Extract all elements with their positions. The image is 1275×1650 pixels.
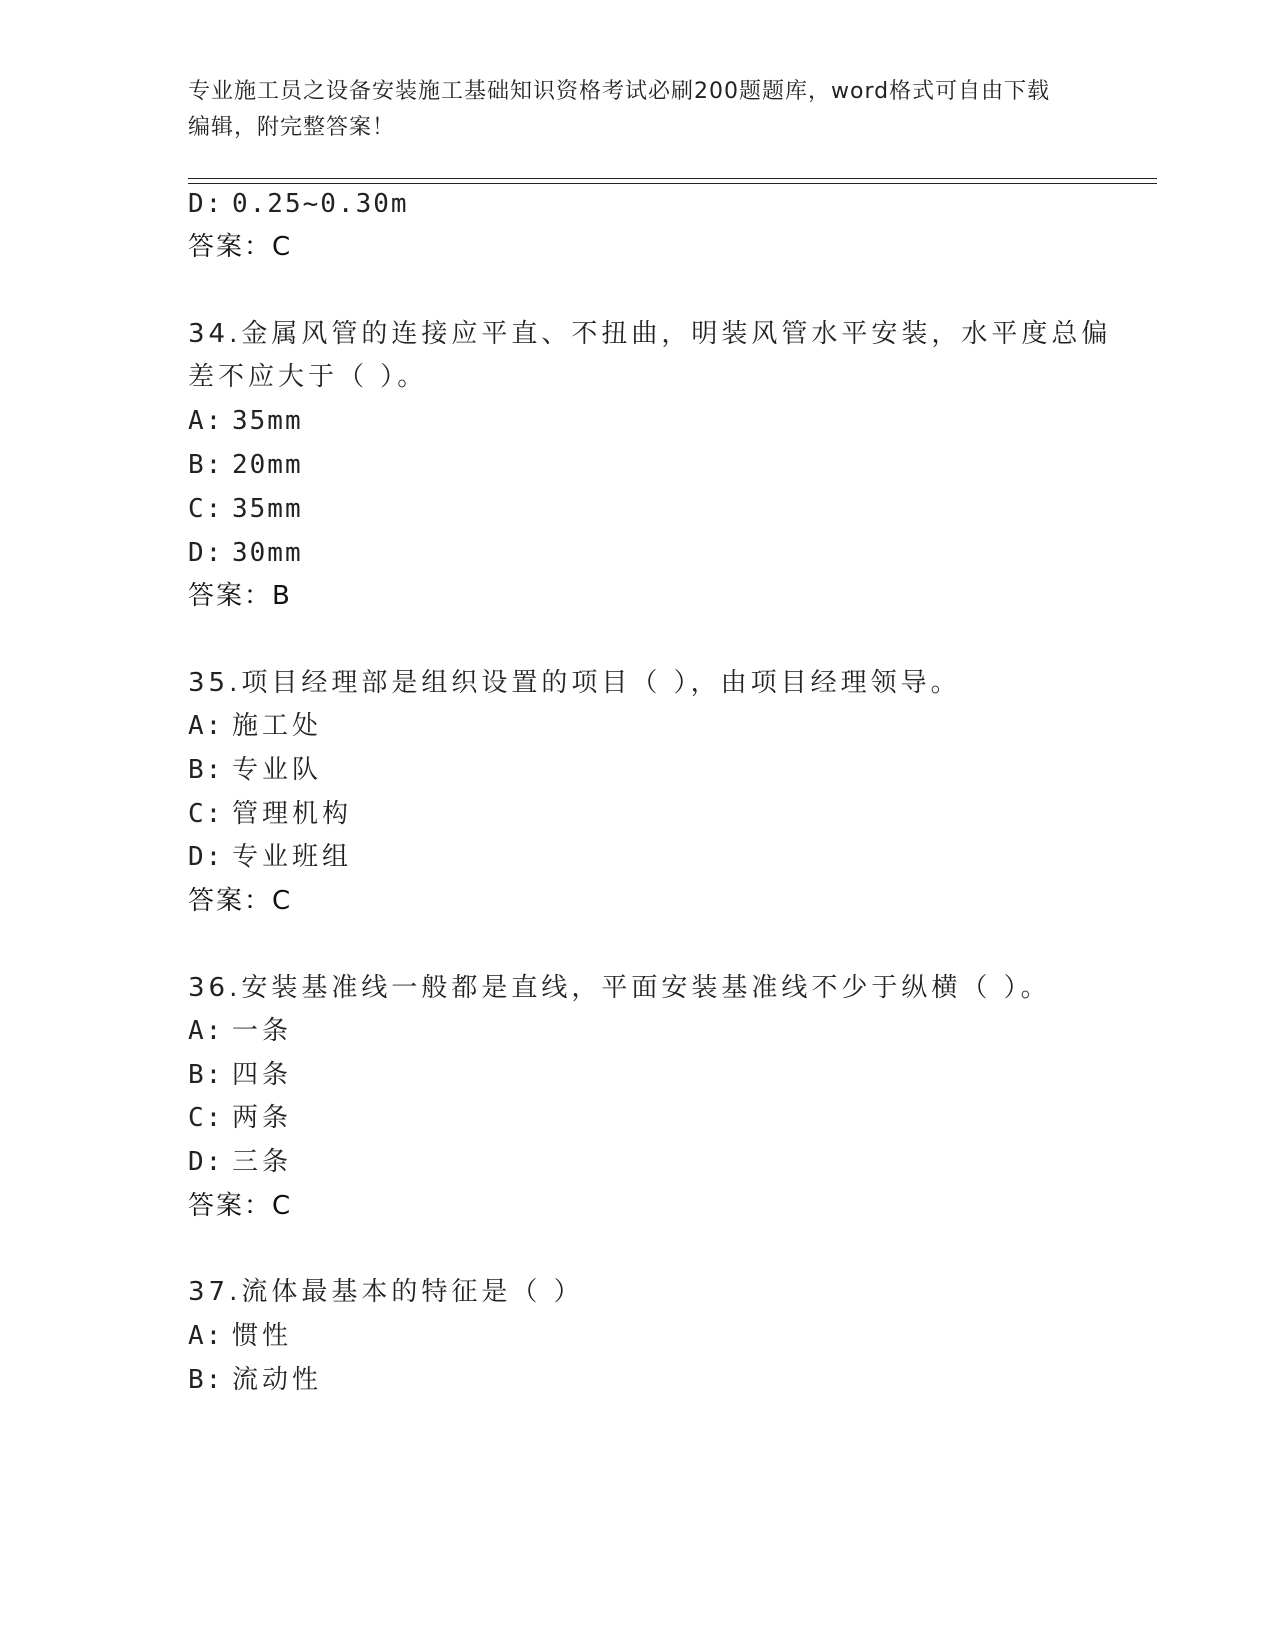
- option-text: 两条: [232, 1103, 293, 1133]
- option-label: A:: [188, 711, 224, 741]
- option-label: B:: [188, 755, 224, 785]
- q35-option-a: [188, 710, 322, 742]
- q35-answer: 答案：C: [188, 886, 293, 916]
- option-label: B:: [188, 1365, 224, 1395]
- option-text: 惯性: [232, 1321, 293, 1351]
- q34-stem-line2: 差不应大于（ ）。: [188, 362, 428, 392]
- option-label: D:: [188, 1147, 224, 1177]
- option-text: 35mm: [232, 406, 303, 436]
- option-text: 0.25~0.30m: [232, 189, 409, 219]
- q36-option-a: [188, 1015, 292, 1047]
- q36-option-b: [188, 1059, 292, 1091]
- option-text: 一条: [232, 1016, 293, 1046]
- q33-option-d: [188, 188, 409, 220]
- option-text: 35mm: [232, 494, 303, 524]
- option-label: C:: [188, 494, 224, 524]
- q36-stem: 36.安装基准线一般都是直线，平面安装基准线不少于纵横（ ）。: [188, 973, 1051, 1003]
- q37-option-b: [188, 1364, 322, 1396]
- q35-option-b: [188, 754, 322, 786]
- q37-stem: 37.流体最基本的特征是（ ）: [188, 1277, 584, 1307]
- option-text: 管理机构: [232, 799, 353, 829]
- header-divider-bottom: [188, 183, 1157, 184]
- header-divider-top: [188, 178, 1157, 179]
- q33-answer: 答案：C: [188, 232, 293, 262]
- option-label: A:: [188, 1016, 224, 1046]
- option-label: D:: [188, 189, 224, 219]
- q35-stem: 35.项目经理部是组织设置的项目（ ），由项目经理领导。: [188, 668, 961, 698]
- q34-option-c: [188, 493, 303, 525]
- q36-option-d: [188, 1146, 292, 1178]
- option-label: C:: [188, 1103, 224, 1133]
- option-label: A:: [188, 406, 224, 436]
- option-label: D:: [188, 538, 224, 568]
- q36-answer: 答案：C: [188, 1191, 293, 1221]
- option-text: 三条: [232, 1147, 293, 1177]
- option-text: 施工处: [232, 711, 323, 741]
- option-label: A:: [188, 1321, 224, 1351]
- option-text: 专业队: [232, 755, 323, 785]
- q34-answer: 答案：B: [188, 581, 292, 611]
- option-text: 流动性: [232, 1365, 323, 1395]
- option-label: B:: [188, 450, 224, 480]
- option-text: 四条: [232, 1060, 293, 1090]
- q34-stem-line1: 34.金属风管的连接应平直、不扭曲，明装风管水平安装，水平度总偏: [188, 319, 1112, 349]
- q35-option-d: [188, 841, 352, 873]
- q37-option-a: [188, 1320, 292, 1352]
- option-text: 专业班组: [232, 842, 353, 872]
- q34-option-a: [188, 405, 303, 437]
- q34-option-b: [188, 449, 303, 481]
- option-label: C:: [188, 799, 224, 829]
- q36-option-c: [188, 1102, 292, 1134]
- option-label: D:: [188, 842, 224, 872]
- document-header: 专业施工员之设备安装施工基础知识资格考试必刷200题题库，word格式可自由下载编辑，附完整答案！: [188, 79, 1051, 140]
- option-label: B:: [188, 1060, 224, 1090]
- option-text: 20mm: [232, 450, 303, 480]
- q34-option-d: [188, 537, 303, 569]
- option-text: 30mm: [232, 538, 303, 568]
- q35-option-c: [188, 798, 352, 830]
